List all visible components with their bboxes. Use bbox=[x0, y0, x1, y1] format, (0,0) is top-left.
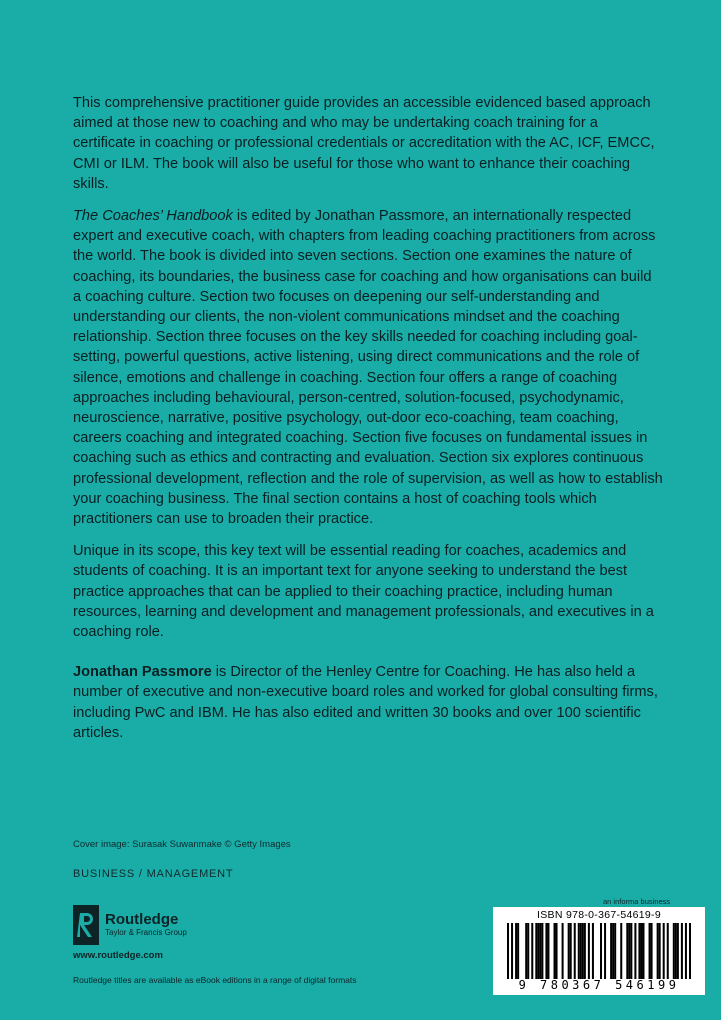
barcode-bar bbox=[610, 923, 612, 979]
barcode-bar bbox=[547, 923, 549, 979]
barcode-bar bbox=[507, 923, 509, 979]
barcode-bar bbox=[659, 923, 661, 979]
barcode-bar bbox=[537, 923, 539, 979]
barcode-bar bbox=[539, 923, 541, 979]
barcode-bar bbox=[626, 923, 628, 979]
description-paragraph-1: This comprehensive practitioner guide provides an accessible evidenced based approach aimed at those new to coaching and who may be undertaking coach training for a certificate in coaching or professional credentials or accreditation with the AC, ICF, EMCC, CMI or ILM. The book will also be useful for those who want to enhance their coaching skills. bbox=[73, 95, 655, 192]
informa-tagline: an informa business bbox=[603, 897, 671, 906]
barcode-bar bbox=[640, 923, 642, 979]
barcode-bars bbox=[507, 923, 691, 979]
barcode-bar bbox=[535, 923, 537, 979]
logo-text bbox=[105, 912, 187, 938]
barcode-bar bbox=[667, 923, 669, 979]
barcode-bar bbox=[527, 923, 529, 979]
barcode-bar bbox=[689, 923, 691, 979]
barcode-bar bbox=[568, 923, 570, 979]
barcode-bar bbox=[642, 923, 644, 979]
barcode-bar bbox=[578, 923, 580, 979]
barcode-bar bbox=[663, 923, 665, 979]
isbn-label: ISBN 978-0-367-54619-9 bbox=[537, 909, 661, 921]
barcode-bar bbox=[685, 923, 687, 979]
publisher-website[interactable]: www.routledge.com bbox=[73, 950, 163, 961]
barcode-bar bbox=[525, 923, 527, 979]
barcode-bar bbox=[600, 923, 602, 979]
description-paragraph-2 bbox=[73, 206, 663, 529]
publisher-logo bbox=[73, 905, 187, 945]
barcode-bar bbox=[531, 923, 533, 979]
barcode-digits: 9 780367 546199 bbox=[518, 978, 680, 992]
barcode-bar bbox=[517, 923, 519, 979]
barcode-bar bbox=[545, 923, 547, 979]
author-bio-text: is Director of the Henley Centre for Coaching. He has also held a number of executive and non-executive board roles and worked for global consulting firms, including PwC and IBM. He has also edited and written 30 books and over 100 scientific articles. bbox=[73, 664, 658, 741]
barcode-bar bbox=[592, 923, 594, 979]
barcode-bar bbox=[604, 923, 606, 979]
barcode-bar bbox=[515, 923, 517, 979]
barcode-bar bbox=[580, 923, 582, 979]
book-title: The Coaches’ Handbook bbox=[73, 208, 233, 225]
routledge-logo-icon bbox=[73, 905, 99, 945]
description-paragraph-2-text: is edited by Jonathan Passmore, an internationally respected expert and executive coach, with chapters from leading coaching practitioners from across the world. The book is divided into seven sections. Section one examines the nature of coaching, its boundaries, the business case for coaching and how organisations can build a coaching culture. Section two focuses on deepening our self-understanding and understanding our clients, the non-violent communications mindset and the coaching relationship. Section three focuses on the key skills needed for coaching including goal-setting, powerful questions, active listening, using direct communications and the role of silence, emotions and challenge in coaching. Section four offers a range of coaching approaches including behavioural, person-centred, solution-focused, psychodynamic, neuroscience, narrative, positive psychology, out-door eco-coaching, team coaching, careers coaching and integrated coaching. Section five focuses on fundamental issues in coaching such as ethics and contracting and evaluation. Section six explores continuous professional development, reflection and the role of supervision, as well as how to establish your coaching business. The final section contains a host of coaching tools which practitioners can use to broaden their practice. bbox=[73, 208, 663, 528]
barcode-bar bbox=[620, 923, 622, 979]
barcode-bar bbox=[570, 923, 572, 979]
cover-image-credit: Cover image: Surasak Suwanmake © Getty Images bbox=[73, 839, 291, 850]
author-name: Jonathan Passmore bbox=[73, 664, 212, 681]
barcode-bar bbox=[588, 923, 590, 979]
barcode-bar bbox=[634, 923, 636, 979]
barcode-bar bbox=[556, 923, 558, 979]
barcode-bar bbox=[574, 923, 576, 979]
barcode-bar bbox=[612, 923, 614, 979]
barcode-bar bbox=[651, 923, 653, 979]
publisher-name: Routledge bbox=[105, 911, 179, 928]
barcode-bar bbox=[584, 923, 586, 979]
barcode-bar bbox=[554, 923, 556, 979]
barcode-bar bbox=[657, 923, 659, 979]
barcode-bar bbox=[681, 923, 683, 979]
barcode-bar bbox=[638, 923, 640, 979]
publisher-group: Taylor & Francis Group bbox=[105, 928, 187, 937]
barcode-bar bbox=[628, 923, 630, 979]
barcode-bar bbox=[630, 923, 632, 979]
barcode-bar bbox=[562, 923, 564, 979]
ebook-note: Routledge titles are available as eBook editions in a range of digital formats bbox=[73, 975, 357, 985]
barcode-bar bbox=[614, 923, 616, 979]
description-paragraph-3: Unique in its scope, this key text will be essential reading for coaches, academics and students of coaching. It is an important text for anyone seeking to understand the best practice approaches that can be applied to their coaching practice, including human resources, learning and development and management professionals, and executives in a coaching role. bbox=[73, 543, 654, 641]
barcode-bar bbox=[673, 923, 675, 979]
barcode-bar bbox=[511, 923, 513, 979]
barcode-bar bbox=[541, 923, 543, 979]
barcode-bar bbox=[677, 923, 679, 979]
author-bio bbox=[73, 662, 663, 743]
back-cover-blurb bbox=[73, 93, 663, 755]
barcode-bar bbox=[582, 923, 584, 979]
isbn-barcode bbox=[493, 907, 705, 995]
barcode-bar bbox=[675, 923, 677, 979]
subject-category: BUSINESS / MANAGEMENT bbox=[73, 868, 234, 880]
barcode-bar bbox=[649, 923, 651, 979]
